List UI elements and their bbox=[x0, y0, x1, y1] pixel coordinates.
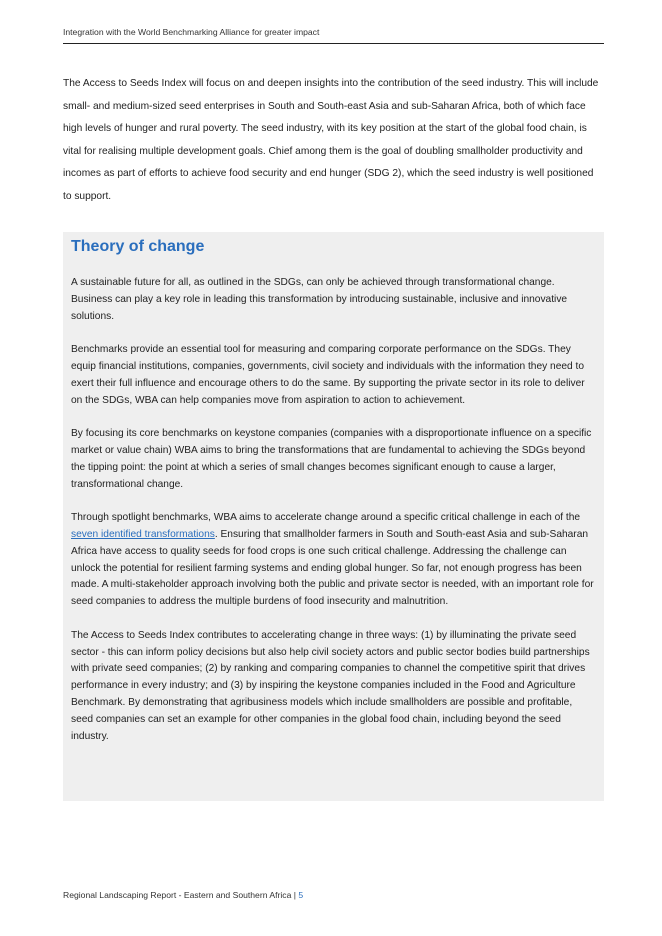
running-header: Integration with the World Benchmarking Alliance for greater impact bbox=[63, 27, 604, 44]
footer-title: Regional Landscaping Report - Eastern and Southern Africa bbox=[63, 890, 292, 900]
box-title: Theory of change bbox=[71, 238, 205, 255]
theory-of-change-box bbox=[63, 232, 604, 801]
seven-transformations-link[interactable]: seven identified transformations bbox=[71, 528, 215, 540]
box-paragraph-4 bbox=[71, 510, 595, 611]
footer-separator: | bbox=[293, 890, 296, 900]
box-paragraph-1: A sustainable future for all, as outlined in the SDGs, can only be achieved through transformational change. Business can play a key role in leading this transformation by introducing sustainable, inclusive and innovative solutions. bbox=[71, 277, 568, 322]
running-footer bbox=[63, 890, 303, 900]
intro-paragraph: The Access to Seeds Index will focus on and deepen insights into the contribution of the seed industry. This will include small- and medium-sized seed enterprises in South and South-east Asia and sub-Saharan Africa, both of which face high levels of hunger and rural poverty. The seed industry, with its key position at the start of the global food chain, is vital for realising multiple development goals. Chief among them is the goal of doubling smallholder productivity and incomes as part of efforts to achieve food security and end hunger (SDG 2), which the seed industry is well positioned to support. bbox=[63, 78, 599, 202]
box-paragraph-5: The Access to Seeds Index contributes to accelerating change in three ways: (1) by illuminating the private seed sector - this can inform policy decisions but also help civil society actors and public sector bodies build partnerships with private seed companies; (2) by ranking and comparing companies to channel the competitive spirit that drives performance in every industry; and (3) by inspiring the keystone companies included in the Food and Agriculture Benchmark. By demonstrating that agribusiness models which include smallholders are possible and profitable, seed companies can set an example for other companies in the global food chain, including beyond the seed industry. bbox=[71, 629, 590, 742]
box-paragraph-3: By focusing its core benchmarks on keystone companies (companies with a disproportionate influence on a specific market or value chain) WBA aims to bring the transformations that are fundamental to achieving the SDGs beyond the tipping point: the point at which a series of small changes becomes significant enough to cause a larger, transformational change. bbox=[71, 428, 592, 490]
p4-text-before: Through spotlight benchmarks, WBA aims to accelerate change around a specific critical challenge in each of the bbox=[71, 512, 581, 524]
p4-text-after: . Ensuring that smallholder farmers in South and South-east Asia and sub-Saharan Africa have access to quality seeds for food crops is one such critical challenge. Addressing the challenge can unlock the potential for resilient farming systems and ending global hunger. So far, not enough progress has been made. A multi-stakeholder approach involving both the public and private sector is needed, with an important role for seed companies to address the multiple burdens of food insecurity and malnutrition. bbox=[71, 528, 594, 608]
page-number: 5 bbox=[298, 890, 304, 900]
box-paragraph-2: Benchmarks provide an essential tool for measuring and comparing corporate performance on the SDGs. They equip financial institutions, companies, governments, civil society and individuals with the information they need to exert their full influence and encourage others to do the same. By supporting the private sector in its role to deliver on the SDGs, WBA can help companies move from aspiration to action to achievement. bbox=[71, 344, 585, 406]
